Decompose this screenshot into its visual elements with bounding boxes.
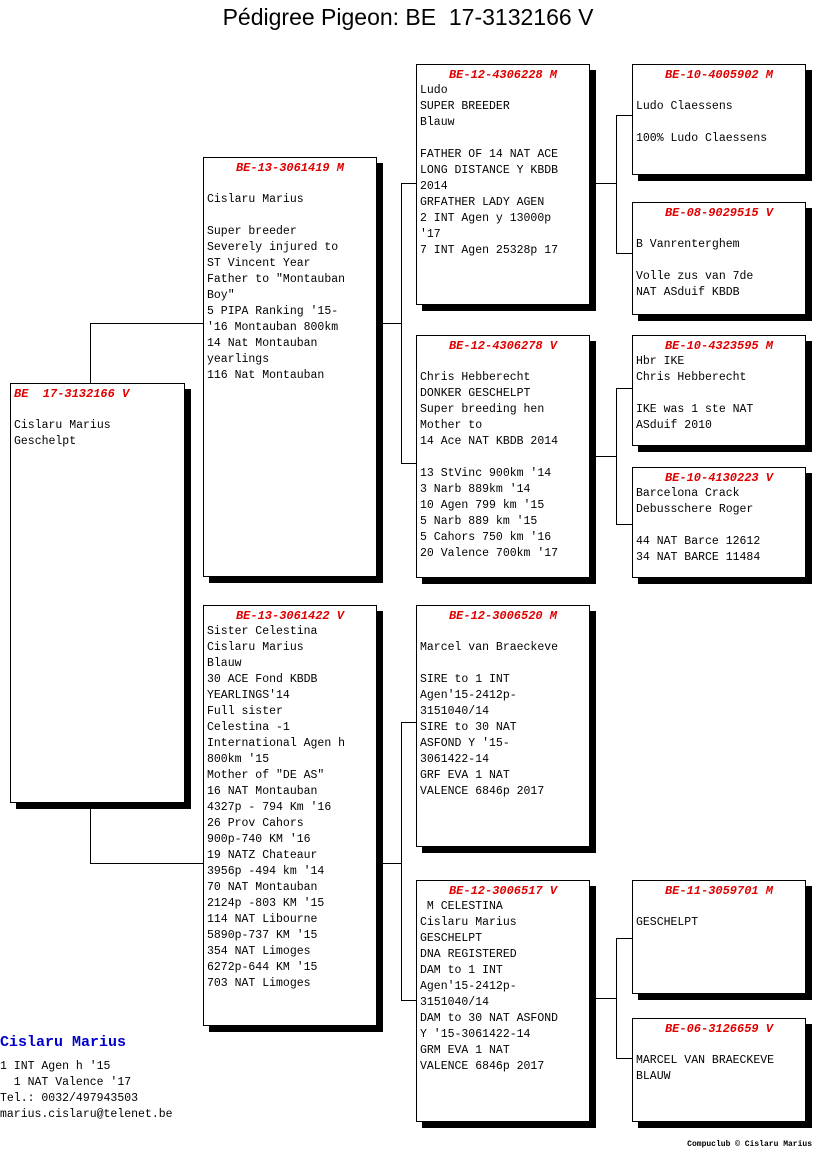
- pigeon-notes: Barcelona Crack Debusschere Roger 44 NAT Barce 12612 34 NAT BARCE 11484: [636, 487, 761, 564]
- connector: [401, 183, 417, 184]
- connector: [616, 388, 633, 389]
- ring-number: BE-12-4306278 V: [448, 339, 558, 353]
- pigeon-card-dds: [632, 880, 806, 994]
- connector: [90, 323, 204, 324]
- pigeon-notes: Ludo SUPER BREEDER Blauw FATHER OF 14 NAT ACE LONG DISTANCE Y KBDB 2014 GRFATHER LADY AGEN 2 INT Agen y 13000p '17 7 INT Agen 25328p 17: [420, 84, 559, 257]
- ring-number: BE-12-3006520 M: [448, 609, 558, 623]
- connector: [596, 456, 616, 457]
- connector: [596, 183, 616, 184]
- connector: [401, 183, 402, 463]
- ring-number: BE-06-3126659 V: [664, 1022, 774, 1036]
- pigeon-notes: B Vanrenterghem Volle zus van 7de NAT ASduif KBDB: [636, 238, 754, 299]
- pigeon-card-ddd: [632, 1018, 806, 1122]
- pigeon-card-sire-dam: [416, 335, 590, 578]
- connector: [401, 722, 402, 1000]
- ring-number: BE-12-4306228 M: [448, 68, 558, 82]
- pigeon-notes: Marcel van Braeckeve SIRE to 1 INT Agen'15-2412p- 3151040/14 SIRE to 30 NAT ASFOND Y '15- 3061422-14 GRF EVA 1 NAT VALENCE 6846p 2017: [420, 641, 559, 798]
- pigeon-card-subject: [10, 383, 185, 803]
- connector: [616, 938, 617, 1058]
- ring-number: BE-13-3061419 M: [235, 161, 345, 175]
- owner-result-1: 1 INT Agen h '15: [0, 1060, 111, 1073]
- ring-number: BE-12-3006517 V: [448, 884, 558, 898]
- pigeon-card-sss: [632, 64, 806, 175]
- pigeon-notes: Cislaru Marius Super breeder Severely injured to ST Vincent Year Father to "Montauban Boy" 5 PIPA Ranking '15- '16 Montauban 800km 14 Nat Montauban yearlings 116 Nat Montauban: [207, 193, 346, 382]
- ring-number: BE-10-4005902 M: [664, 68, 774, 82]
- connector: [616, 1058, 633, 1059]
- owner-email[interactable]: marius.cislaru@telenet.be: [0, 1108, 173, 1121]
- pigeon-card-dam-sire: [416, 605, 590, 847]
- pigeon-notes: GESCHELPT: [636, 916, 699, 929]
- connector: [401, 722, 417, 723]
- owner-phone: Tel.: 0032/497943503: [0, 1092, 139, 1105]
- pigeon-notes: MARCEL VAN BRAECKEVE BLAUW: [636, 1054, 775, 1083]
- connector: [383, 323, 401, 324]
- owner-info: [0, 1059, 173, 1123]
- ring-number: BE-10-4130223 V: [664, 471, 774, 485]
- connector: [616, 938, 633, 939]
- pigeon-card-sds: [632, 335, 806, 446]
- connector: [90, 808, 91, 863]
- ring-number: BE 17-3132166 V: [14, 387, 130, 401]
- connector: [616, 115, 617, 253]
- connector: [401, 1000, 417, 1001]
- pigeon-notes: Ludo Claessens 100% Ludo Claessens: [636, 100, 768, 145]
- pigeon-notes: M CELESTINA Cislaru Marius GESCHELPT DNA REGISTERED DAM to 1 INT Agen'15-2412p- 3151040/14 DAM to 30 NAT ASFOND Y '15-3061422-14 GRM EVA 1 NAT VALENCE 6846p 2017: [420, 900, 559, 1073]
- ring-number: BE-13-3061422 V: [235, 609, 345, 623]
- pigeon-card-sdd: [632, 467, 806, 578]
- connector: [616, 524, 633, 525]
- connector: [616, 388, 617, 524]
- owner-name: Cislaru Marius: [0, 1034, 127, 1051]
- pigeon-notes: Chris Hebberecht DONKER GESCHELPT Super breeding hen Mother to 14 Ace NAT KBDB 2014 13 StVinc 900km '14 3 Narb 889km '14 10 Agen 799 km '15 5 Narb 889 km '15 5 Cahors 750 km '16 20 Valence 700km '17: [420, 371, 559, 560]
- connector: [90, 323, 91, 383]
- connector: [596, 998, 616, 999]
- connector: [401, 463, 417, 464]
- pigeon-card-dam-dam: [416, 880, 590, 1122]
- connector: [616, 253, 633, 254]
- pigeon-notes: Sister Celestina Cislaru Marius Blauw 30 ACE Fond KBDB YEARLINGS'14 Full sister Celestina -1 International Agen h 800km '15 Mother of "DE AS" 16 NAT Montauban 4327p - 794 Km '16 26 Prov Cahors 900p-740 KM '16 19 NATZ Chateaur 3956p -494 km '14 70 NAT Montauban 2124p -803 KM '15 114 NAT Libourne 5890p-737 KM '15 354 NAT Limoges 6272p-644 KM '15 703 NAT Limoges: [207, 625, 346, 990]
- pigeon-card-sire-sire: [416, 64, 590, 305]
- page-title: Pédigree Pigeon: BE 17-3132166 V: [222, 4, 594, 30]
- pigeon-notes: Cislaru Marius Geschelpt: [14, 419, 111, 448]
- pigeon-card-dam: [203, 605, 377, 1026]
- footer-credit: Compuclub © Cislaru Marius: [687, 1140, 812, 1149]
- pigeon-card-ssd: [632, 202, 806, 315]
- ring-number: BE-10-4323595 M: [664, 339, 774, 353]
- ring-number: BE-08-9029515 V: [664, 206, 774, 220]
- ring-number: BE-11-3059701 M: [664, 884, 774, 898]
- connector: [383, 863, 401, 864]
- owner-result-2: 1 NAT Valence '17: [0, 1076, 132, 1089]
- pigeon-notes: Hbr IKE Chris Hebberecht IKE was 1 ste NAT ASduif 2010: [636, 355, 754, 432]
- connector: [90, 863, 204, 864]
- pigeon-card-sire: [203, 157, 377, 577]
- connector: [616, 115, 633, 116]
